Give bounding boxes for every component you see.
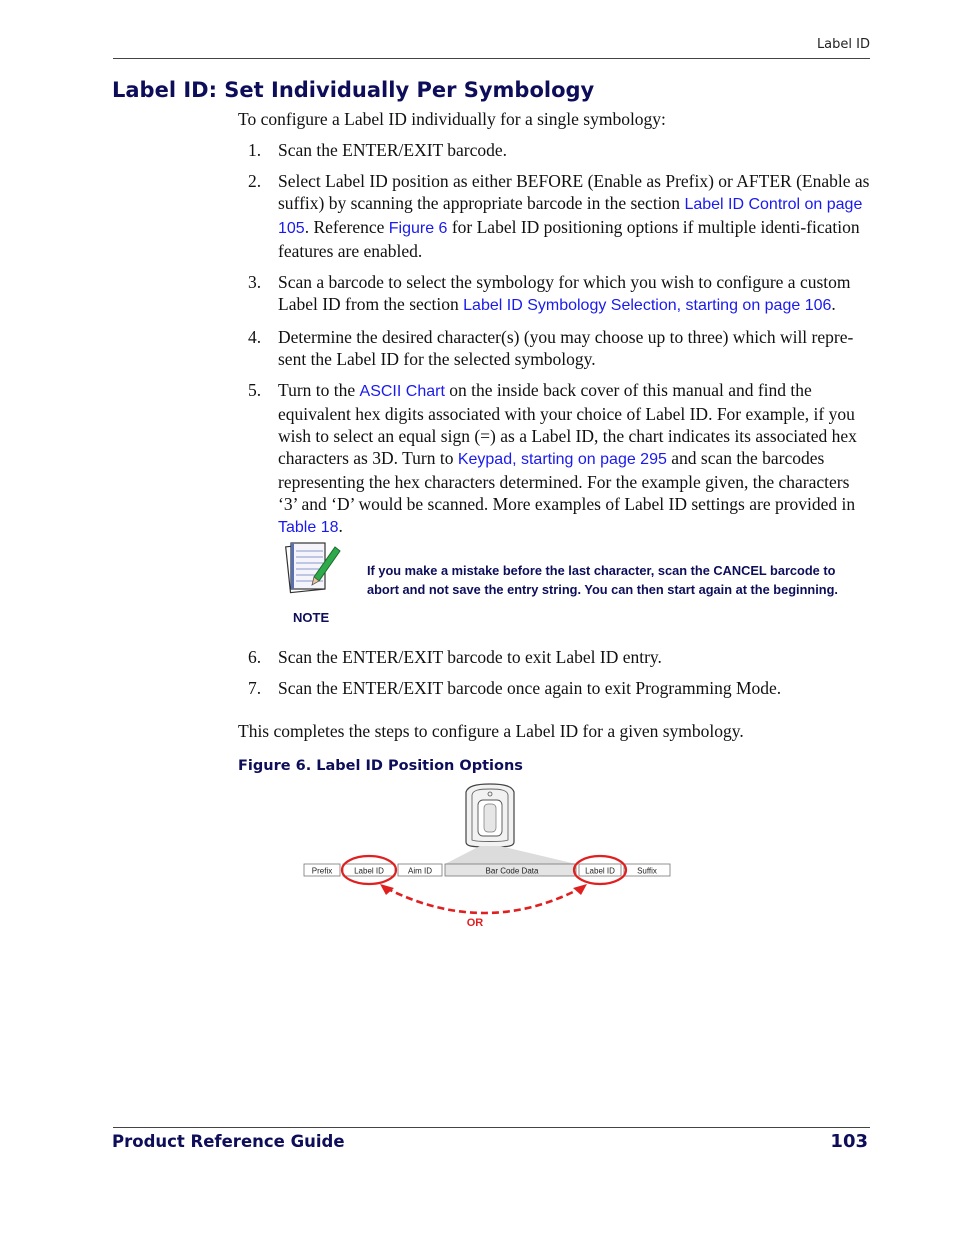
page-number: 103	[830, 1131, 868, 1152]
link-table-18[interactable]: Table 18	[278, 519, 339, 536]
step-7	[238, 677, 871, 699]
step-text: Turn to the	[278, 380, 360, 400]
link-label-id-control[interactable]: Label ID Control on page 105	[278, 196, 863, 237]
cell-label-id-after: Label ID	[585, 866, 615, 876]
link-figure-6[interactable]: Figure 6	[388, 220, 448, 237]
label-id-position-figure	[300, 780, 680, 940]
cell-bar-code-data: Bar Code Data	[485, 866, 539, 876]
step-3	[238, 271, 871, 317]
cell-prefix: Prefix	[311, 866, 333, 876]
footer-rule	[113, 1127, 870, 1128]
label-string-bar	[304, 864, 670, 876]
step-text: .	[338, 516, 343, 536]
or-label: OR	[466, 917, 484, 929]
steps-list	[238, 139, 871, 548]
footer-title: Product Reference Guide	[112, 1132, 345, 1151]
step-number: 7.	[248, 678, 262, 698]
note-pad-icon	[285, 537, 341, 599]
step-text: Scan the ENTER/EXIT barcode once again to exit Programming Mode.	[278, 678, 782, 698]
step-text: . Reference	[304, 217, 389, 237]
section-title: Label ID: Set Individually Per Symbology	[112, 78, 595, 102]
closing-text: This completes the steps to configure a Label ID for a given symbology.	[238, 721, 744, 741]
or-arrow-arc	[386, 888, 581, 913]
link-symbology-selection[interactable]: Label ID Symbology Selection, starting on page 106	[463, 297, 832, 314]
note-text: If you make a mistake before the last character, scan the CANCEL barcode to abort and not save the entry string. You can then start again at the beginning.	[367, 563, 838, 597]
step-text: Scan the ENTER/EXIT barcode.	[278, 140, 508, 160]
figure-caption: Figure 6. Label ID Position Options	[238, 758, 523, 774]
arrowhead-left	[380, 884, 394, 895]
step-text: on the inside back cover of this manual and find the equivalent hex digits associated with your choice of Label ID. For example, if you wish to select an equal sign (=) as a Label ID, the chart indicates its associated hex characters as 3D. Turn to	[278, 380, 857, 468]
step-6	[238, 646, 871, 668]
step-number: 4.	[248, 327, 262, 347]
running-header: Label ID	[816, 37, 870, 52]
steps-list-continued	[238, 646, 871, 708]
cell-label-id-before: Label ID	[354, 866, 384, 876]
step-number: 2.	[248, 171, 262, 191]
step-text: Select Label ID position as either BEFORE (Enable as Prefix) or AFTER (Enable as suffix) by scanning the appropriate barcode in the section	[278, 171, 870, 213]
scanner-icon	[466, 784, 514, 847]
step-4	[238, 326, 871, 370]
step-1	[238, 139, 871, 161]
cell-aim-id: Aim ID	[408, 866, 432, 876]
step-text: Scan the ENTER/EXIT barcode to exit Label ID entry.	[278, 647, 662, 667]
intro-text: To configure a Label ID individually for a single symbology:	[238, 109, 666, 129]
step-5	[238, 379, 871, 539]
step-text: .	[831, 294, 836, 314]
step-number: 3.	[248, 272, 262, 292]
note-label: NOTE	[293, 610, 330, 625]
step-text: and scan the barcodes representing the hex characters determined. For the example given, the characters ‘3’ and ‘D’ would be scanned. More examples of Label ID settings are provided in	[278, 448, 856, 514]
step-2	[238, 170, 871, 262]
arrowhead-right	[573, 884, 587, 895]
step-text: for Label ID positioning options if multiple identi-fication features are enabled.	[278, 217, 860, 261]
scan-beam	[445, 846, 576, 864]
cell-suffix: Suffix	[637, 866, 657, 876]
step-number: 5.	[248, 380, 262, 400]
step-number: 1.	[248, 140, 262, 160]
link-ascii-chart[interactable]: ASCII Chart	[359, 383, 445, 400]
link-keypad[interactable]: Keypad, starting on page 295	[457, 451, 667, 468]
header-rule	[113, 58, 870, 59]
step-number: 6.	[248, 647, 262, 667]
step-text: Determine the desired character(s) (you may choose up to three) which will repre-sent the Label ID for the selected symbology.	[278, 327, 854, 369]
step-text: Scan a barcode to select the symbology for which you wish to configure a custom Label ID from the section	[278, 272, 851, 314]
